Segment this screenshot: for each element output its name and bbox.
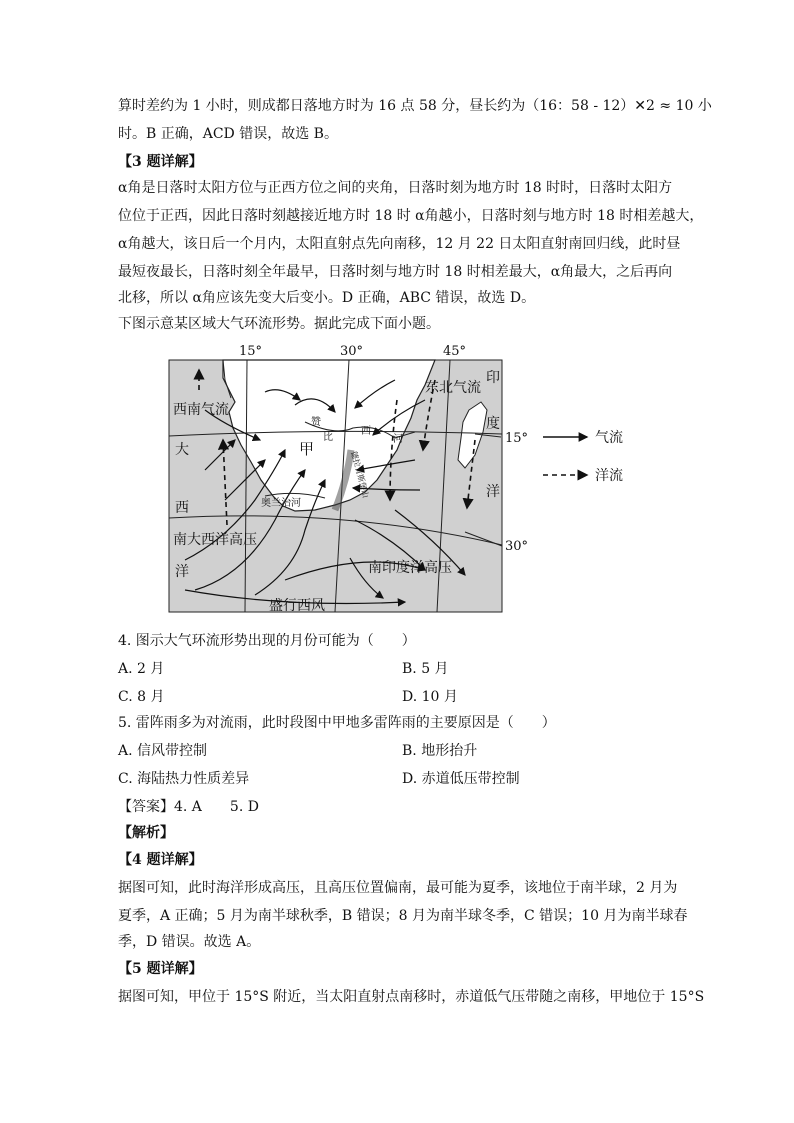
analysis-heading: 【解析】 [118, 825, 174, 841]
label-indian: 洋 [486, 484, 500, 500]
latitude-label-30: 30° [505, 539, 529, 554]
label-westerlies: 盛行西风 [269, 598, 325, 614]
text-line: 北移，所以 α角应该先变大后变小。D 正确，ABC 错误，故选 D。 [118, 290, 536, 306]
q5-option-d: D. 赤道低压带控制 [402, 771, 520, 787]
label-indian: 印 [486, 370, 500, 386]
q4-explain-heading: 【4 题详解】 [118, 852, 203, 868]
longitude-label-45: 45° [443, 344, 467, 359]
label-drakensberg: 德拉肯斯堡山 [349, 450, 371, 499]
text-line: α角越大，该日后一个月内，太阳直射点先向南移，12 月 22 日太阳直射南回归线，此时昼 [118, 236, 681, 252]
label-zan: 赞 [311, 417, 321, 428]
text-line: 夏季，A 正确；5 月为南半球秋季，B 错误；8 月为南半球冬季，C 错误；10 月为南半球春 [118, 908, 688, 924]
text-line: 位位于正西，因此日落时刻越接近地方时 18 时 α角越小，日落时刻与地方时 18 时相差越大， [118, 208, 704, 224]
q5-option-a: A. 信风带控制 [118, 743, 208, 759]
label-atlantic: 洋 [175, 564, 189, 580]
text-line: 据图可知，此时海洋形成高压，且高压位置偏南，最可能为夏季，该地位于南半球，2 月为 [118, 880, 678, 896]
label-he: 河 [393, 434, 403, 445]
label-si-high: 南印度洋高压 [368, 560, 452, 576]
label-sw-wind: 西南气流 [173, 402, 229, 418]
label-orange-river: 奥兰治河 [261, 498, 301, 509]
label-jia: 甲 [299, 440, 315, 458]
q4-option-b: B. 5 月 [402, 661, 449, 677]
label-xi: 西 [361, 426, 371, 437]
q4-option-d: D. 10 月 [402, 689, 458, 705]
label-sa-high: 南大西洋高压 [173, 532, 257, 548]
text-line: 下图示意某区域大气环流形势。据此完成下面小题。 [118, 316, 440, 332]
q5-option-c: C. 海陆热力性质差异 [118, 771, 250, 787]
section-heading: 【3 题详解】 [118, 154, 203, 170]
label-indian: 度 [486, 416, 500, 432]
question-5-stem: 5. 雷阵雨多为对流雨，此时段图中甲地多雷阵雨的主要原因是（ ） [118, 715, 556, 731]
circulation-map [165, 340, 645, 615]
text-line: 据图可知，甲位于 15°S 附近，当太阳直射点南移时，赤道低气压带随之南移，甲地位于 15°S [118, 989, 705, 1005]
latitude-label-15: 15° [505, 431, 529, 446]
q4-option-c: C. 8 月 [118, 689, 165, 705]
label-ne-wind: 东北气流 [425, 380, 481, 396]
label-atlantic: 西 [175, 500, 189, 516]
legend-current-label: 洋流 [595, 468, 623, 484]
text-line: 算时差约为 1 小时，则成都日落地方时为 16 点 58 分，昼长约为（16：58 - 12）✕2 ≈ 10 小 [118, 98, 712, 114]
longitude-label-30: 30° [340, 344, 364, 359]
text-line: 季，D 错误。故选 A。 [118, 934, 261, 950]
q4-option-a: A. 2 月 [118, 661, 165, 677]
answer-line: 【答案】4. A 5. D [118, 799, 259, 815]
label-bi: 比 [323, 432, 333, 443]
legend-airflow-label: 气流 [595, 430, 623, 446]
question-4-stem: 4. 图示大气环流形势出现的月份可能为（ ） [118, 633, 416, 649]
q5-explain-heading: 【5 题详解】 [118, 961, 203, 977]
longitude-label-15: 15° [239, 344, 263, 359]
text-line: 最短夜最长，日落时刻全年最早，日落时刻与地方时 18 时相差最大，α角最大，之后再向 [118, 264, 673, 280]
text-line: α角是日落时太阳方位与正西方位之间的夹角，日落时刻为地方时 18 时时，日落时太阳方 [118, 180, 673, 196]
text-line: 时。B 正确，ACD 错误，故选 B。 [118, 126, 338, 142]
q5-option-b: B. 地形抬升 [402, 743, 478, 759]
label-atlantic: 大 [175, 442, 189, 458]
